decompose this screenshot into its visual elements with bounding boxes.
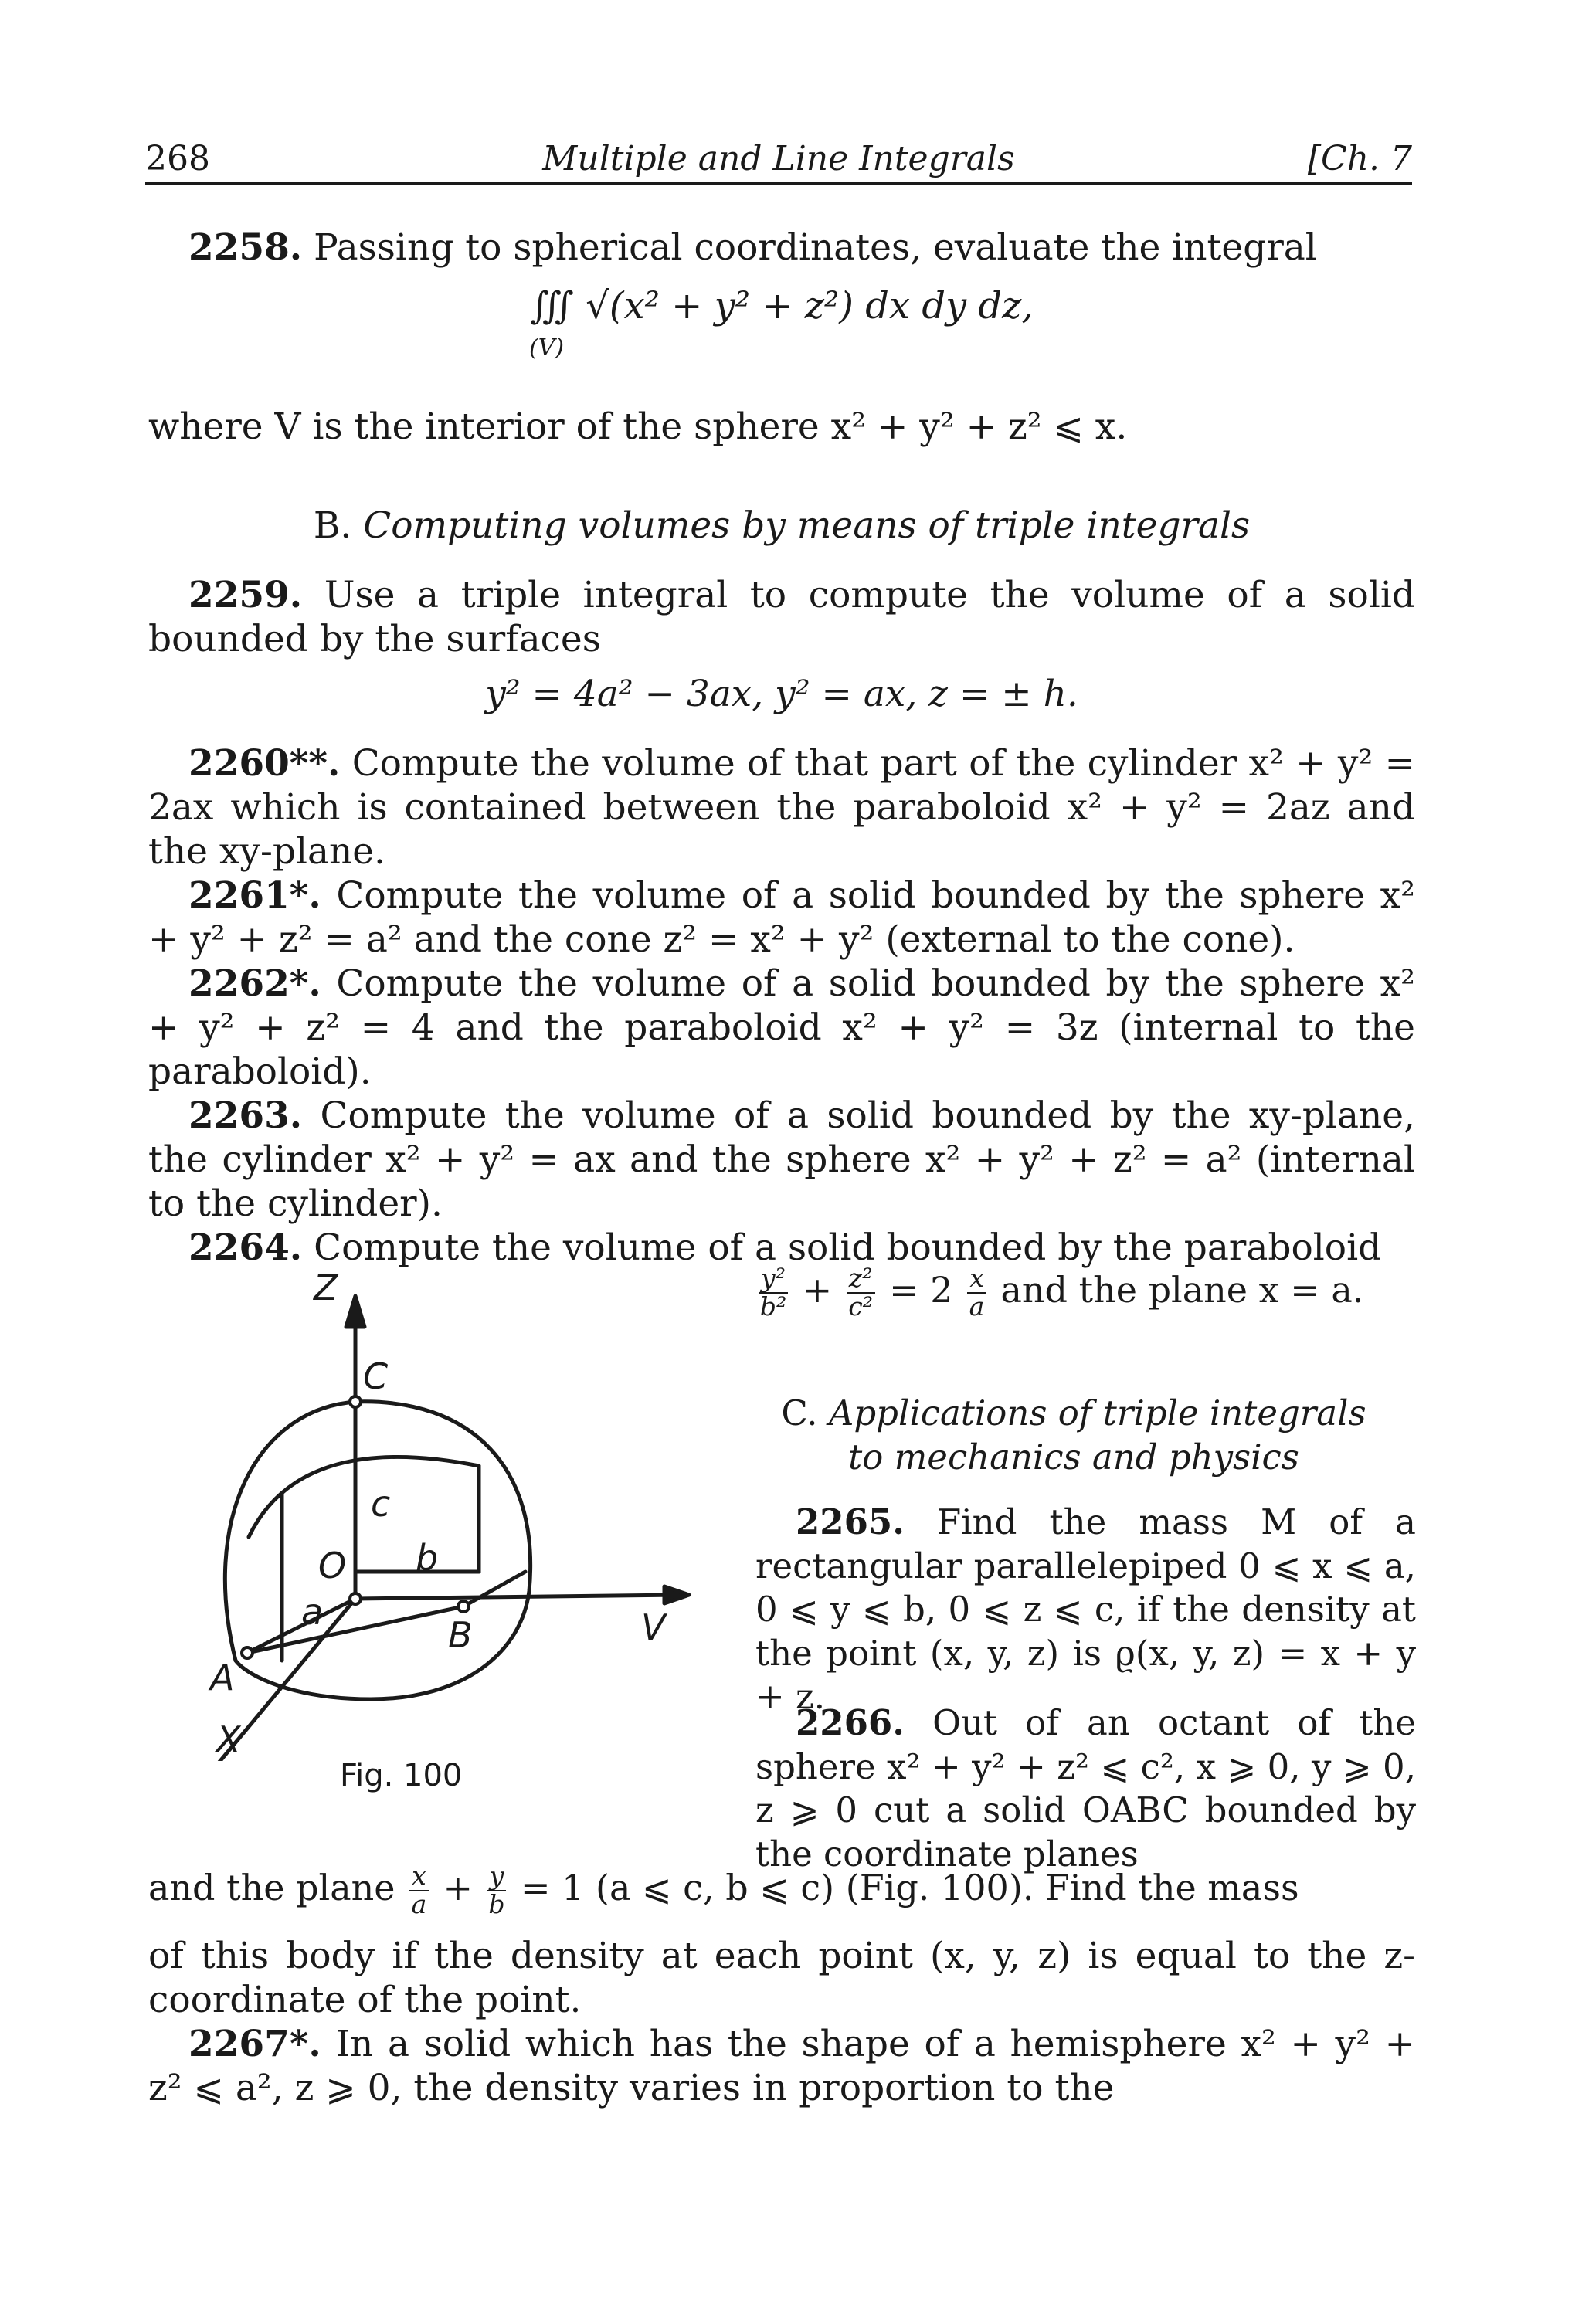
point-label-a: A (210, 1657, 235, 1698)
problem-2258 (148, 226, 1415, 270)
line-a-b (247, 1606, 463, 1653)
edge-label-a: a (301, 1591, 324, 1633)
problem-2261 (148, 874, 1415, 962)
problem-text: Compute the volume of a solid bounded by the sphere x² + y² + z² = 4 and the paraboloid x² + y² = 3z (internal to the paraboloid). (148, 962, 1415, 1093)
point-b (458, 1601, 469, 1612)
problem-2266-continuation (148, 1863, 1415, 1919)
section-title: Computing volumes by means of triple integrals (363, 504, 1251, 547)
problem-number: 2260**. (188, 742, 341, 785)
problem-text: Find the mass M of a rectangular parallelepiped 0 ⩽ x ⩽ a, 0 ⩽ y ⩽ b, 0 ⩽ z ⩽ c, if the density at the point (x, y, z) is ϱ(x, y, z) = x + y + z. (755, 1501, 1416, 1717)
axis-label-x: X (216, 1718, 241, 1760)
problem-2267 (148, 2022, 1415, 2110)
point-a (242, 1647, 253, 1658)
fraction: $\frac{x}{a}$ (409, 1863, 429, 1919)
section-b-heading (148, 504, 1415, 548)
problem-number: 2266. (796, 1702, 905, 1743)
problem-text: Use a triple integral to compute the volume of a solid bounded by the surfaces (148, 574, 1415, 660)
problem-text: Compute the volume of a solid bounded by the sphere x² + y² + z² = a² and the cone z² = x² + y² (external to the cone). (148, 874, 1415, 961)
problem-2266 (755, 1701, 1416, 1876)
line-b-edge (463, 1572, 525, 1606)
operator: + (443, 1866, 473, 1908)
problem-text: Compute the volume of a solid bounded by the xy-plane, the cylinder x² + y² = ax and the sphere x² + y² + z² = a² (internal to the cylinder). (148, 1094, 1415, 1225)
edge-label-c: c (371, 1483, 391, 1525)
problem-number: 2258. (188, 226, 303, 269)
problem-number: 2264. (188, 1226, 303, 1269)
page-header (145, 136, 1412, 185)
fraction: $\frac{\text{z²}}{\text{c²}}$ (847, 1265, 875, 1321)
problem-number: 2267*. (188, 2023, 321, 2065)
equation-tail: and the plane x = a. (1000, 1268, 1364, 1311)
problem-text: Compute the volume of a solid bounded by the paraboloid (314, 1226, 1382, 1269)
problem-number: 2261*. (188, 874, 321, 917)
problem-number: 2263. (188, 1094, 303, 1137)
running-title: Multiple and Line Integrals (542, 139, 1015, 178)
point-c (350, 1396, 361, 1407)
point-o (350, 1593, 361, 1604)
section-c-heading (726, 1392, 1421, 1479)
fraction: $\frac{\text{y²}}{\text{b²}}$ (759, 1263, 787, 1321)
section-letter: C. (781, 1393, 818, 1433)
fraction: $\frac{x}{a}$ (967, 1265, 986, 1321)
text-span: = 1 (a ⩽ c, b ⩽ c) (Fig. 100). Find the mass (520, 1866, 1299, 1908)
figure-caption: Fig. 100 (340, 1758, 463, 1793)
problem-2258-where: where V is the interior of the sphere x² + y² + z² ⩽ x. (148, 405, 1128, 448)
problem-text: Compute the volume of that part of the cylinder x² + y² = 2ax which is contained between the paraboloid x² + y² = 2az and the xy-plane. (148, 742, 1415, 873)
figure-100 (139, 1267, 742, 1764)
problem-text: Out of an octant of the sphere x² + y² + z² ⩽ c², x ⩾ 0, y ⩾ 0, z ⩾ 0 cut a solid OABC bounded by the coordinate planes (755, 1702, 1416, 1874)
point-label-c: C (363, 1355, 389, 1397)
problem-2259 (148, 573, 1415, 661)
problem-2260 (148, 741, 1415, 874)
problem-2264-equation (755, 1265, 1416, 1321)
z-axis-arrowhead (346, 1296, 365, 1327)
problem-2263 (148, 1094, 1415, 1226)
point-label-b: B (448, 1614, 473, 1656)
sphere-outline (236, 1402, 531, 1699)
operator: = 2 (889, 1268, 953, 1311)
integral-expression: ∭ √(x² + y² + z²) dx dy dz, (530, 284, 1034, 327)
problem-number: 2265. (796, 1501, 905, 1542)
problem-number: 2259. (188, 574, 303, 616)
operator: + (802, 1268, 833, 1311)
problem-2262 (148, 962, 1415, 1094)
problem-number: 2262*. (188, 962, 321, 1005)
problem-2266-end: of this body if the density at each point (x, y, z) is equal to the z-coordinate of the point. (148, 1935, 1415, 2021)
section-title-line2: to mechanics and physics (848, 1436, 1299, 1478)
edge-label-b: b (416, 1537, 439, 1579)
section-title-line1: Applications of triple integrals (828, 1393, 1366, 1433)
y-axis-line (355, 1595, 680, 1599)
fraction: $\frac{y}{b}$ (488, 1861, 505, 1919)
text-span: and the plane (148, 1866, 396, 1908)
problem-text: Passing to spherical coordinates, evaluate the integral (314, 226, 1317, 269)
page-number: 268 (145, 139, 210, 178)
problem-2265 (755, 1501, 1416, 1719)
axis-label-z: Z (314, 1267, 338, 1308)
section-letter: B. (313, 504, 352, 547)
point-label-o: O (318, 1545, 347, 1586)
chapter-label: [Ch. 7 (1307, 139, 1412, 178)
y-axis-arrowhead (664, 1586, 689, 1603)
problem-2259-equations: y² = 4a² − 3ax, y² = ax, z = ± h. (485, 673, 1078, 715)
problem-text: In a solid which has the shape of a hemisphere x² + y² + z² ⩽ a², z ⩾ 0, the density varies in proportion to the (148, 2023, 1415, 2109)
integral-region: (V) (529, 334, 565, 361)
axis-label-v: V (641, 1606, 666, 1648)
